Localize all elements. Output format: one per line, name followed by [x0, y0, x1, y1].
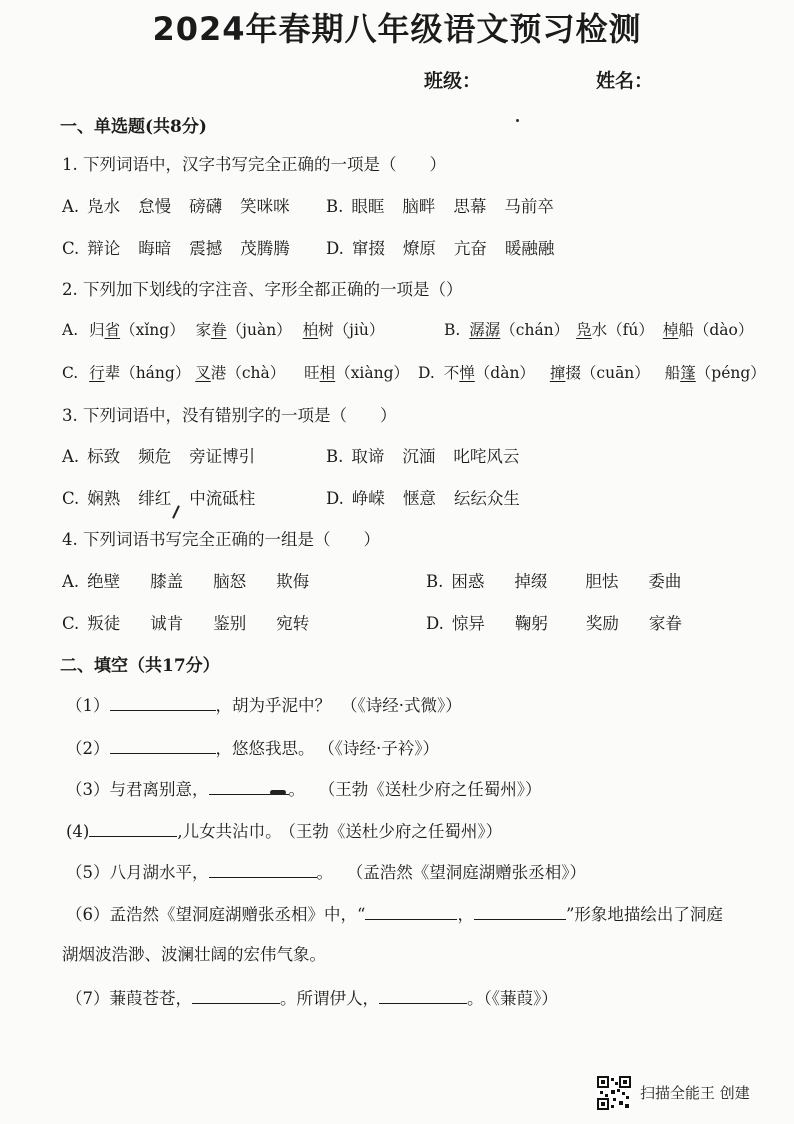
qr-code-icon [597, 1076, 631, 1110]
q1-option-b: B. 眼眶 脑畔 思幕 马前卒 [326, 197, 554, 216]
q2-option-c: C. 行辈（háng） 叉港（chà） 旺相（xiàng） [62, 364, 410, 382]
answer-blank[interactable] [365, 903, 457, 920]
q3-option-a: A. 标致 频危 旁证博引 [62, 447, 256, 466]
q3-option-d: D. 峥嵘 惬意 纭纭众生 [326, 489, 520, 508]
fill-item-5: （5）八月湖水平， 。 （孟浩然《望洞庭湖赠张丞相》） [66, 863, 586, 882]
scanner-credit: 扫描全能王 创建 [640, 1084, 750, 1102]
ink-smudge [270, 790, 286, 795]
page-title: 2024年春期八年级语文预习检测 [152, 10, 642, 48]
q4-option-a: A. 绝壁 膝盖 脑怒 欺侮 [62, 572, 310, 591]
fill-item-2: （2） ，悠悠我思。 （《诗经·子衿》） [66, 739, 439, 758]
answer-blank[interactable] [474, 903, 566, 920]
fill-item-4: (4) ,儿女共沾巾。 （王勃《送杜少府之任蜀州》） [66, 822, 503, 841]
fill-item-3: （3）与君离别意， 。 （王勃《送杜少府之任蜀州》） [66, 780, 542, 799]
speck [516, 119, 519, 122]
answer-blank[interactable] [379, 987, 467, 1004]
q1-option-d: D. 窜掇 燎原 亢奋 暖融融 [326, 239, 555, 258]
q4-option-c: C. 叛徒 诚肯 鉴别 宛转 [62, 614, 310, 633]
question-2-stem: 2. 下列加下划线的字注音、字形全都正确的一项是（） [62, 280, 463, 299]
q3-option-b: B. 取谛 沉湎 叱咤风云 [326, 447, 520, 466]
fill-item-6: （6）孟浩然《望洞庭湖赠张丞相》中，“ ， ”形象地描绘出了洞庭 [66, 905, 723, 924]
fill-item-7: （7）蒹葭苍苍， 。所谓伊人， 。（《蒹葭》） [66, 989, 558, 1008]
section-fill-blank: 二、填空（共17分） [60, 656, 220, 676]
q3-option-c: C. 娴熟 绯红 中流砥柱 [62, 489, 256, 508]
q2-option-b: B. 潺潺（chán） 凫水（fú） 棹船（dào） [444, 321, 754, 339]
name-label: 姓名： [596, 70, 654, 92]
question-3-stem: 3. 下列词语中，没有错别字的一项是（ ） [62, 406, 397, 425]
class-label: 班级： [424, 70, 482, 92]
answer-blank[interactable] [209, 861, 317, 878]
question-4-stem: 4. 下列词语书写完全正确的一组是（ ） [62, 530, 380, 549]
answer-blank[interactable] [89, 820, 177, 837]
section-single-choice: 一、单选题(共8分) [60, 117, 207, 137]
answer-blank[interactable] [110, 737, 216, 754]
q2-option-d: D. 不惮（dàn） 撺掇（cuān） 船篷（péng） [418, 364, 766, 382]
q2-option-a: A. 归省（xǐng） 家眷（juàn） 柏树（jiù） [62, 321, 385, 339]
question-1-stem: 1. 下列词语中，汉字书写完全正确的一项是（ ） [62, 155, 446, 174]
q4-option-b: B. 困惑 掉缀 胆怯 委曲 [426, 572, 682, 591]
answer-blank[interactable] [110, 694, 216, 711]
q1-option-c: C. 辩论 晦暗 震撼 茂腾腾 [62, 239, 290, 258]
answer-blank[interactable] [192, 987, 280, 1004]
q4-option-d: D. 惊异 鞠躬 奖励 家眷 [426, 614, 682, 633]
fill-item-6-continued: 湖烟波浩渺、波澜壮阔的宏伟气象。 [62, 945, 326, 964]
fill-item-1: （1） ，胡为乎泥中？ （《诗经·式微》） [66, 696, 462, 715]
q1-option-a: A. 凫水 怠慢 磅礴 笑咪咪 [62, 197, 290, 216]
